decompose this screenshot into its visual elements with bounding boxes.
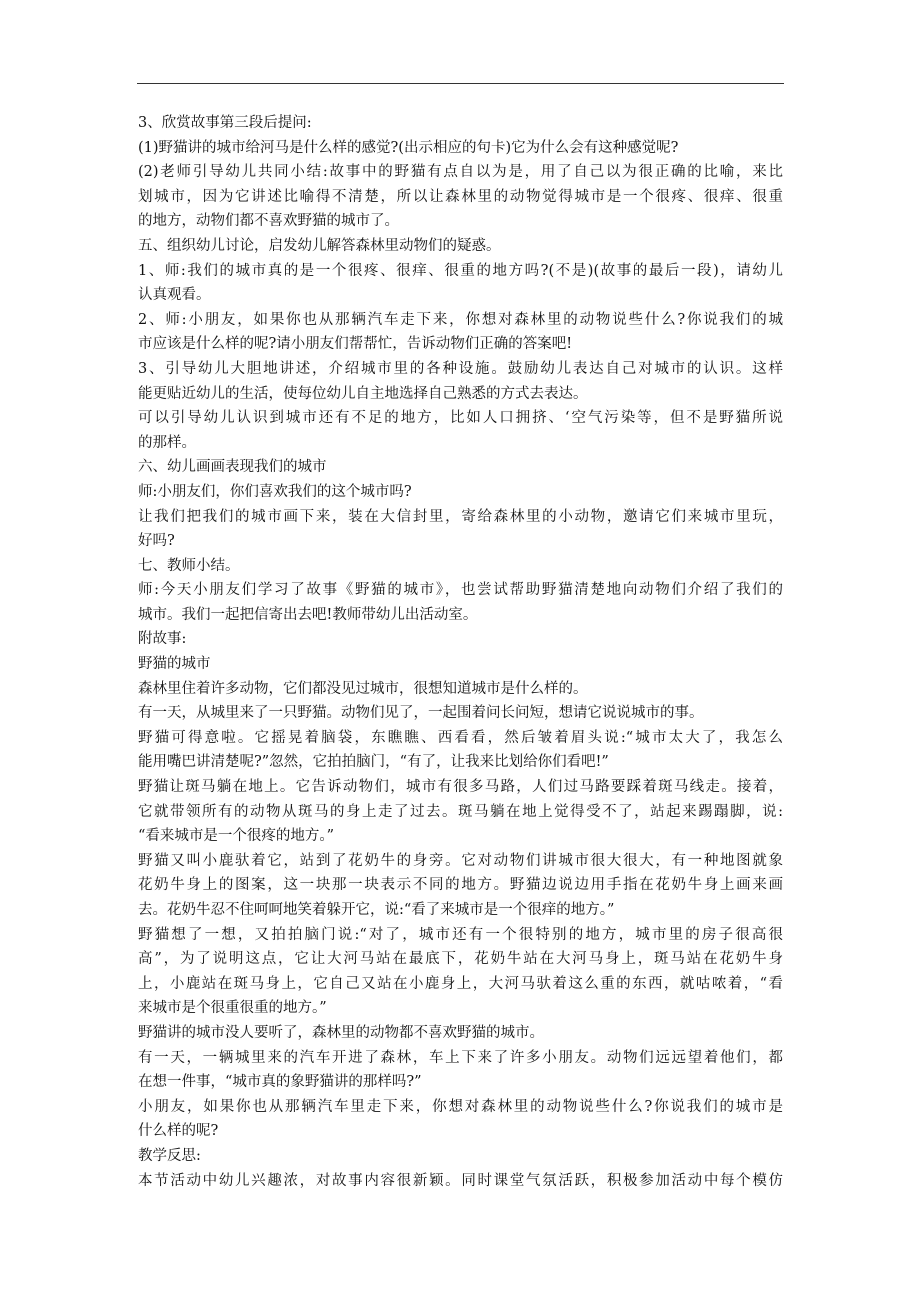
- text-line: 野猫又叫小鹿驮着它，站到了花奶牛的身旁。它对动物们讲城市很大很大，有一种地图就象: [138, 852, 783, 869]
- text-line: 让我们把我们的城市画下来，装在大信封里，寄给森林里的小动物，邀请它们来城市里玩，: [138, 508, 783, 525]
- text-line: “看来城市是一个很疼的地方。”: [138, 828, 335, 845]
- text-line: 好吗?: [138, 533, 175, 550]
- text-line: 高”，为了说明这点，它让大河马站在最底下，花奶牛站在大河马身上，斑马站在花奶牛身: [138, 951, 783, 968]
- text-line: 野猫让斑马躺在地上。它告诉动物们，城市有很多马路，人们过马路要踩着斑马线走。接着，: [138, 779, 783, 796]
- text-line: 六、幼儿画画表现我们的城市: [138, 459, 327, 476]
- text-line: (2)老师引导幼儿共同小结:故事中的野猫有点自以为是，用了自己以为很正确的比喻，来比: [138, 164, 783, 181]
- text-line: 去。花奶牛忍不住呵呵地笑着躲开它，说:“看了来城市是一个很痒的地方。”: [138, 902, 615, 918]
- text-line: 可以引导幼儿认识到城市还有不足的地方，比如人口拥挤、‘空气污染等，但不是野猫所说: [138, 410, 783, 427]
- text-line: 花奶牛身上的图案，这一块那一块表示不同的地方。野猫边说边用手指在花奶牛身上画来画: [138, 877, 783, 894]
- text-line: 的那样。: [138, 434, 196, 451]
- text-line: 城市。我们一起把信寄出去吧!教师带幼儿出活动室。: [138, 606, 478, 623]
- text-line: 市应该是什么样的呢?请小朋友们帮帮忙，告诉动物们正确的答案吧!: [138, 336, 573, 353]
- text-line: 3、引导幼儿大胆地讲述，介绍城市里的各种设施。鼓励幼儿表达自己对城市的认识。这样: [138, 360, 783, 377]
- text-line: 它就带领所有的动物从斑马的身上走了过去。斑马躺在地上觉得受不了，站起来踢蹋脚，说:: [138, 803, 783, 820]
- text-line: (1)野猫讲的城市给河马是什么样的感觉?(出示相应的句卡)它为什么会有这种感觉呢?: [138, 139, 679, 156]
- text-line: 划城市，因为它讲述比喻得不清楚，所以让森林里的动物觉得城市是一个很疼、很痒、很重: [138, 188, 783, 205]
- text-line: 野猫讲的城市没人要听了，森林里的动物都不喜欢野猫的城市。: [138, 1024, 544, 1041]
- text-line: 的地方，动物们都不喜欢野猫的城市了。: [138, 213, 399, 230]
- text-line: 五、组织幼儿讨论，启发幼儿解答森林里动物们的疑惑。: [138, 237, 501, 254]
- text-line: 认真观看。: [138, 287, 211, 304]
- text-line: 教学反思:: [138, 1147, 201, 1164]
- text-line: 有一天，一辆城里来的汽车开进了森林，车上下来了许多小朋友。动物们远远望着他们，都: [138, 1049, 783, 1066]
- document-body: [138, 111, 798, 1193]
- text-line: 在想一件事，“城市真的象野猫讲的那样吗?”: [138, 1074, 422, 1091]
- text-line: 本节活动中幼儿兴趣浓，对故事内容很新颖。同时课堂气氛活跃，积极参加活动中每个模仿: [138, 1172, 783, 1189]
- text-line: 1、师:我们的城市真的是一个很疼、很痒、很重的地方吗?(不是)(故事的最后一段)，请幼儿: [138, 262, 783, 279]
- text-line: 野猫想了一想，又拍拍脑门说:“对了，城市还有一个很特别的地方，城市里的房子很高很: [138, 926, 783, 943]
- text-line: 什么样的呢?: [138, 1123, 219, 1140]
- text-line: 野猫的城市: [138, 656, 211, 673]
- text-line: 来城市是个很重很重的地方。”: [138, 1000, 327, 1017]
- text-line: 附故事:: [138, 631, 187, 648]
- header-rule: [137, 83, 784, 84]
- text-line: 能用嘴巴讲清楚呢?”忽然，它拍拍脑门，“有了，让我来比划给你们看吧!”: [138, 754, 609, 771]
- text-line: 小朋友，如果你也从那辆汽车里走下来，你想对森林里的动物说些什么?你说我们的城市是: [138, 1098, 783, 1115]
- text-line: 能更贴近幼儿的生活，使每位幼儿自主地选择自己熟悉的方式去表达。: [138, 385, 588, 402]
- text-line: 森林里住着许多动物，它们都没见过城市，很想知道城市是什么样的。: [138, 680, 588, 697]
- text-line: 上，小鹿站在斑马身上，它自己又站在小鹿身上，大河马驮着这么重的东西，就咕哝着，“看: [138, 975, 783, 992]
- text-line: 3、欣赏故事第三段后提问:: [138, 115, 312, 131]
- text-line: 师:小朋友们，你们喜欢我们的这个城市吗?: [138, 483, 412, 500]
- text-line: 2、师:小朋友，如果你也从那辆汽车走下来，你想对森林里的动物说些什么?你说我们的城: [138, 311, 783, 328]
- text-line: 野猫可得意啦。它摇晃着脑袋，东瞧瞧、西看看，然后皱着眉头说:“城市太大了，我怎么: [138, 729, 783, 746]
- text-line: 七、教师小结。: [138, 557, 240, 574]
- text-line: 有一天，从城里来了一只野猫。动物们见了，一起围着问长问短，想请它说说城市的事。: [138, 705, 704, 722]
- text-line: 师:今天小朋友们学习了故事《野猫的城市》，也尝试帮助野猫清楚地向动物们介绍了我们的: [138, 582, 783, 599]
